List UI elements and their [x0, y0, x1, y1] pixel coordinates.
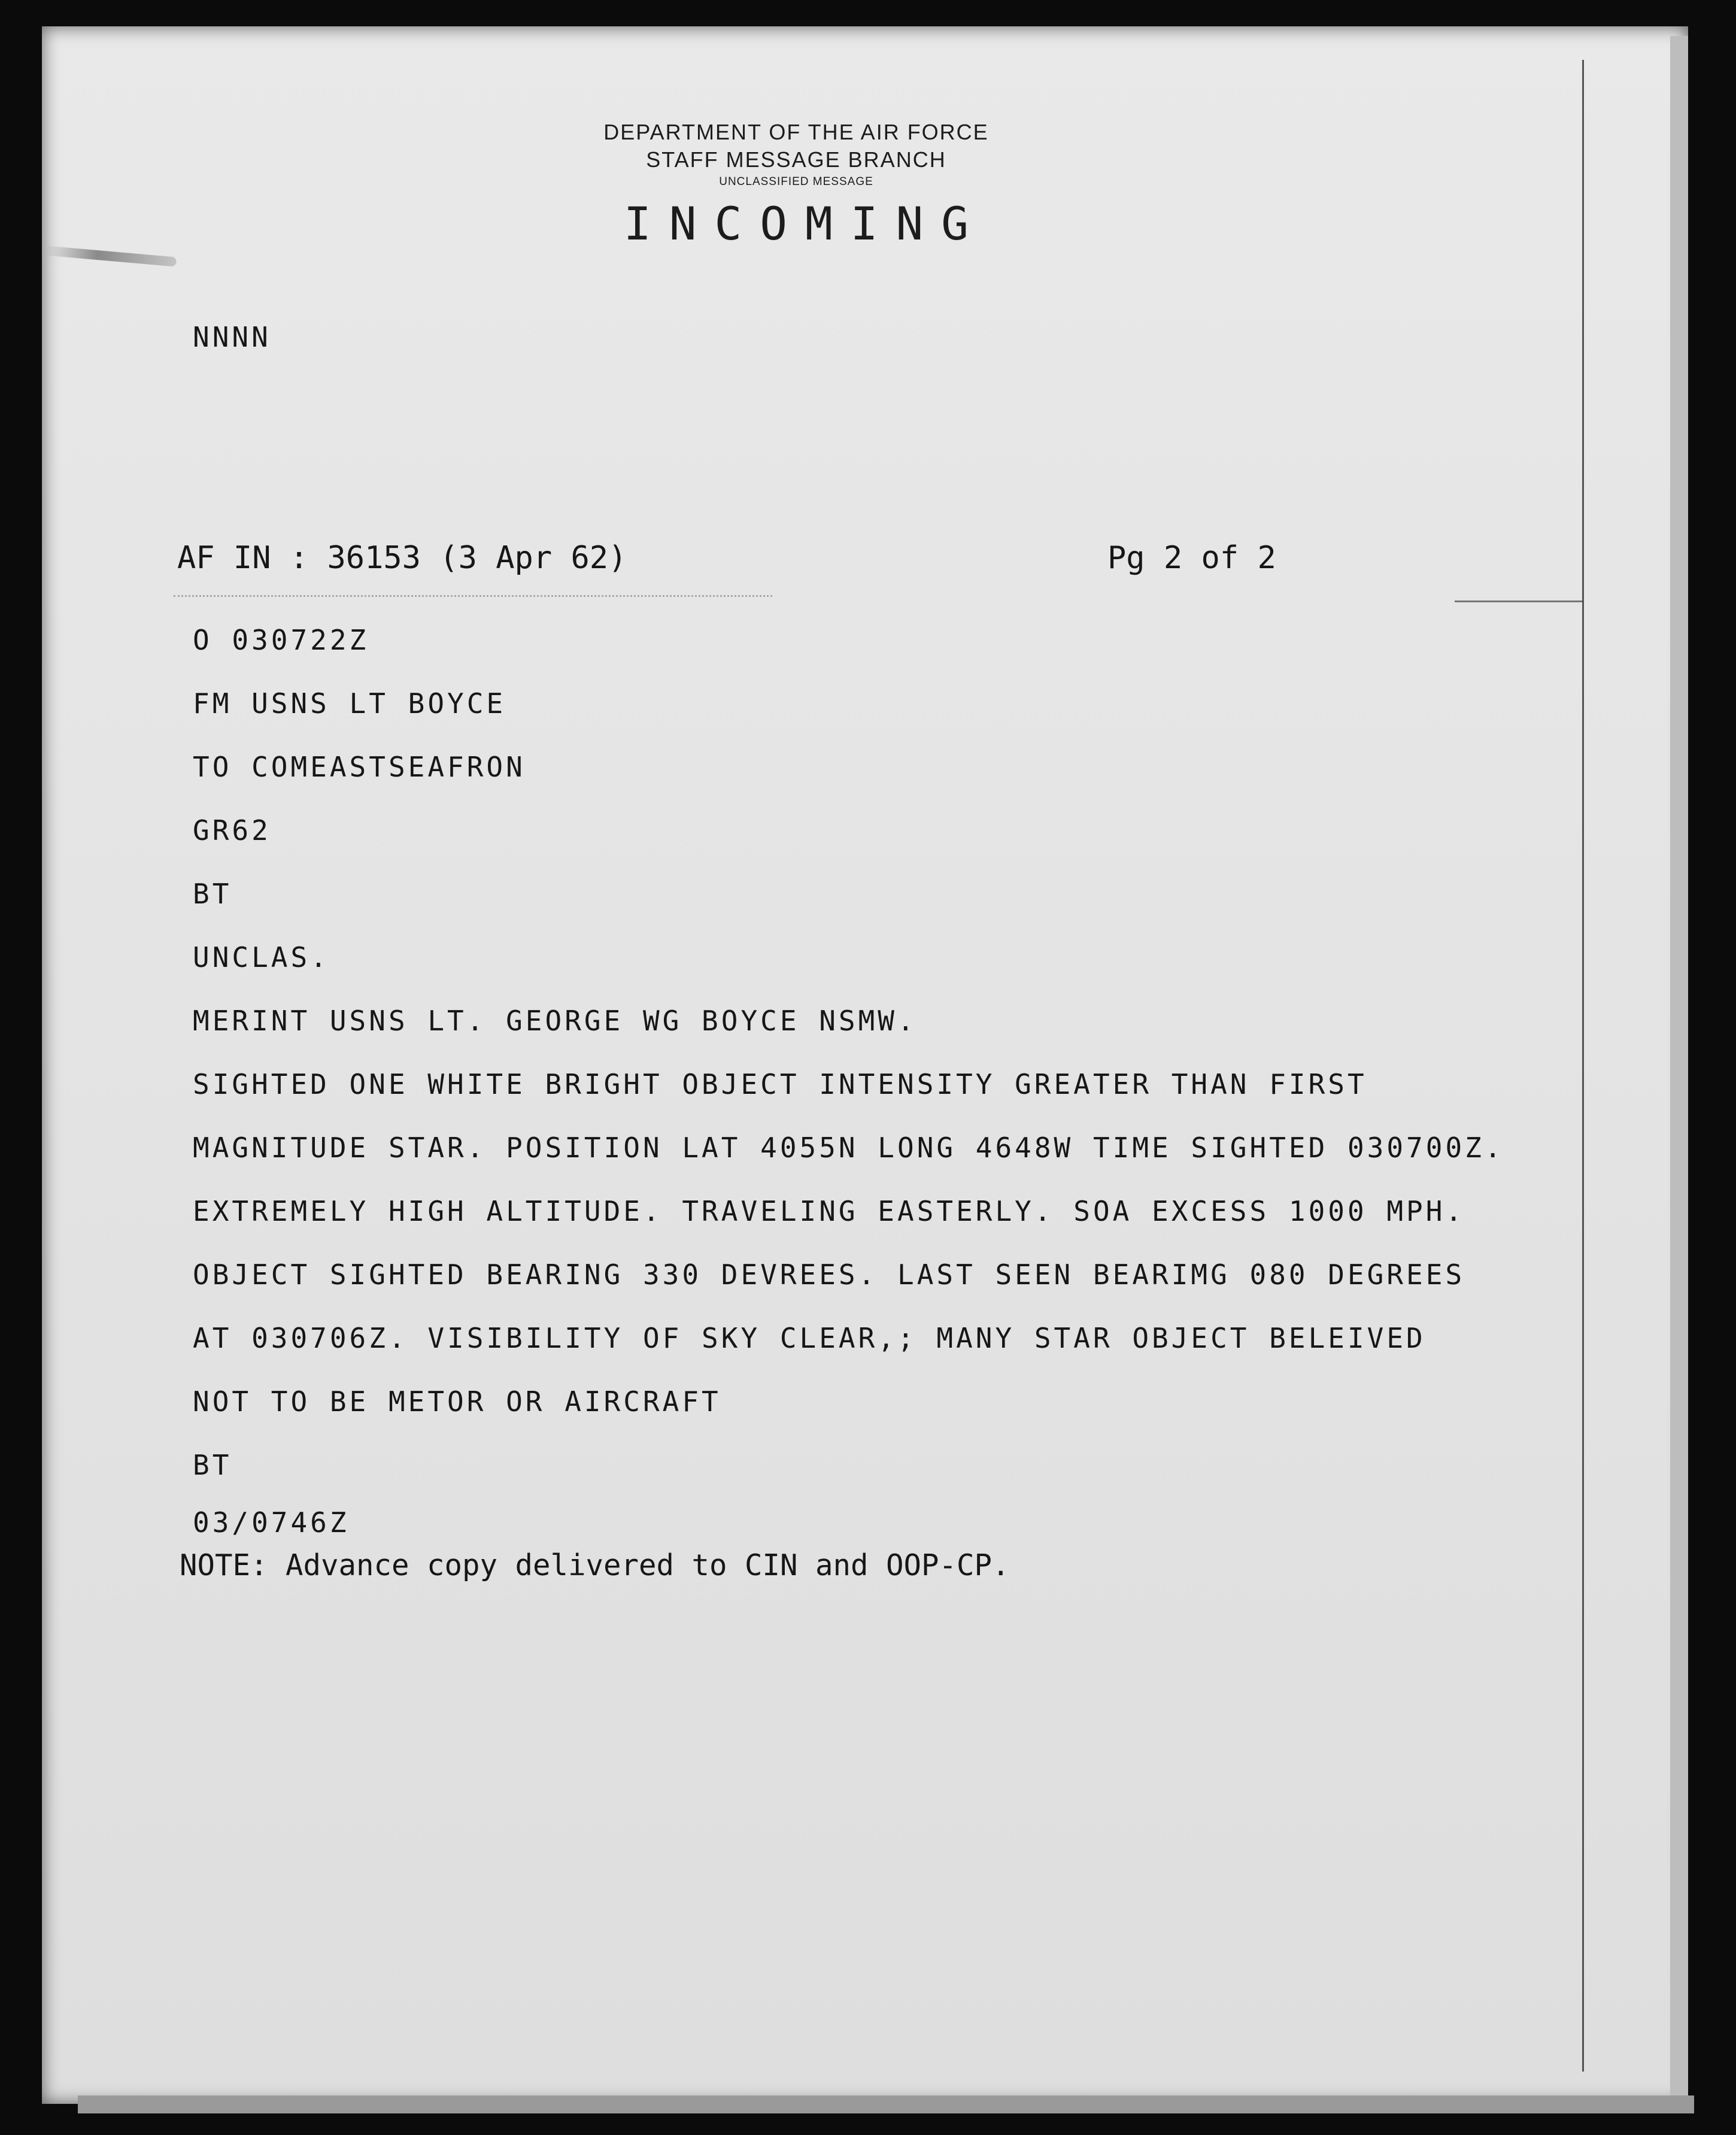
message-line: MAGNITUDE STAR. POSITION LAT 4055N LONG 4648W TIME SIGHTED 030700Z.	[193, 1132, 1504, 1164]
message-line: BT	[193, 1449, 232, 1481]
message-line: AT 030706Z. VISIBILITY OF SKY CLEAR,; MANY STAR OBJECT BELEIVED	[193, 1322, 1426, 1354]
message-line: UNCLAS.	[193, 941, 330, 974]
message-line: OBJECT SIGHTED BEARING 330 DEVREES. LAST SEEN BEARIMG 080 DEGREES	[193, 1258, 1465, 1291]
message-line: O 030722Z	[193, 624, 369, 656]
message-line: MERINT USNS LT. GEORGE WG BOYCE NSMW.	[193, 1005, 917, 1037]
delivery-note: NOTE: Advance copy delivered to CIN and OOP-CP.	[180, 1548, 1010, 1582]
message-line: NOT TO BE METOR OR AIRCRAFT	[193, 1385, 721, 1418]
message-line: SIGHTED ONE WHITE BRIGHT OBJECT INTENSITY GREATER THAN FIRST	[193, 1068, 1367, 1100]
document-sheet	[42, 26, 1688, 2104]
message-line: EXTREMELY HIGH ALTITUDE. TRAVELING EASTERLY. SOA EXCESS 1000 MPH.	[193, 1195, 1465, 1227]
message-header	[557, 119, 1036, 253]
margin-tick	[1455, 601, 1583, 602]
page-number: Pg 2 of 2	[1107, 540, 1276, 576]
department-name: DEPARTMENT OF THE AIR FORCE	[603, 120, 989, 144]
af-in-number: AF IN : 36153 (3 Apr 62)	[177, 540, 627, 576]
page-edge-bottom	[78, 2095, 1694, 2113]
message-line: GR62	[193, 814, 271, 847]
message-line: BT	[193, 878, 232, 910]
classification-label: UNCLASSIFIED MESSAGE	[719, 175, 873, 188]
page-edge-right	[1670, 36, 1688, 2107]
header-divider	[174, 595, 772, 597]
message-line: FM USNS LT BOYCE	[193, 687, 506, 720]
branch-name: STAFF MESSAGE BRANCH	[646, 147, 946, 172]
message-prefix: NNNN	[193, 321, 271, 353]
message-line: TO COMEASTSEAFRON	[193, 751, 526, 783]
message-line: 03/0746Z	[193, 1506, 350, 1539]
margin-rule	[1582, 60, 1584, 2072]
message-direction: INCOMING	[623, 197, 987, 250]
